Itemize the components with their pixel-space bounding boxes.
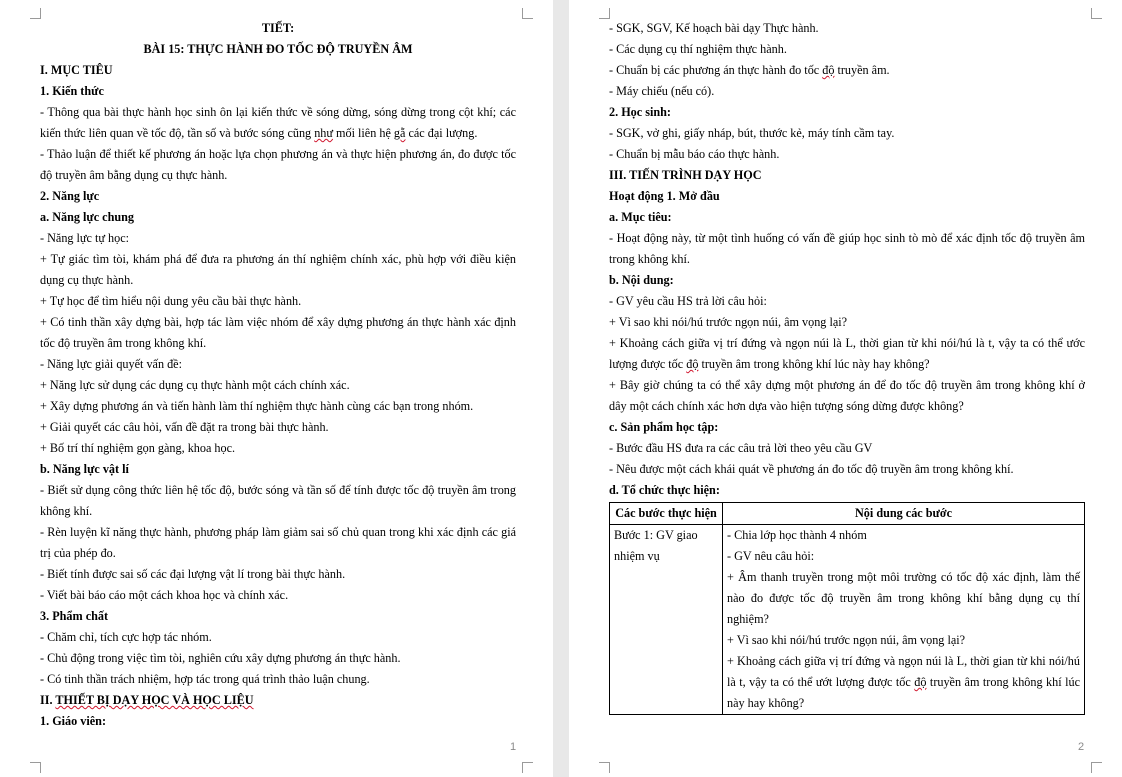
steps-table <box>609 502 1085 715</box>
subsection-heading: b. Nội dung: <box>609 273 674 287</box>
subsection-heading: a. Mục tiêu: <box>609 210 672 224</box>
margin-corner-mark <box>522 8 533 19</box>
paragraph: - Năng lực tự học: <box>40 231 130 245</box>
paragraph: - Các dụng cụ thí nghiệm thực hành. <box>609 42 787 56</box>
spellcheck-underline: THIẾT BỊ DẠY HỌC VÀ HỌC LIỆU <box>55 693 254 707</box>
subsection-heading: a. Năng lực chung <box>40 210 134 224</box>
paragraph: - Năng lực giải quyết vấn đề: <box>40 357 182 371</box>
subsection-heading: 1. Giáo viên: <box>40 714 107 728</box>
margin-corner-mark <box>1091 8 1102 19</box>
cell-line: + Vì sao khi nói/hú trước ngọn núi, âm vọng lại? <box>727 633 966 647</box>
paragraph: - Thảo luận để thiết kế phương án hoặc lựa chọn phương án và thực hiện phương án, đo được tốc độ truyền âm bằng dụng cụ thực hành. <box>40 147 516 182</box>
spellcheck-underline: gẵ <box>393 126 406 140</box>
paragraph: + Giải quyết các câu hỏi, vấn đề đặt ra trong bài thực hành. <box>40 420 329 434</box>
paragraph: - Chăm chỉ, tích cực hợp tác nhóm. <box>40 630 212 644</box>
section-heading: II. THIẾT BỊ DẠY HỌC VÀ HỌC LIỆU <box>40 693 254 707</box>
table-cell: Bước 1: GV giao nhiệm vụ <box>610 525 723 715</box>
cell-line: - GV nêu câu hỏi: <box>727 549 815 563</box>
paragraph: + Năng lực sử dụng các dụng cụ thực hành một cách chính xác. <box>40 378 350 392</box>
section-heading: III. TIẾN TRÌNH DẠY HỌC <box>609 168 762 182</box>
paragraph: - Thông qua bài thực hành học sinh ôn lại kiến thức về sóng dừng, sóng dừng trong cột khí; các kiến thức liên quan về tốc độ, tần số và bước sóng cũng như mối liên hệ gẵ các đại lượng. <box>40 105 516 140</box>
subsection-heading: d. Tổ chức thực hiện: <box>609 483 720 497</box>
document-page-1 <box>0 0 553 777</box>
paragraph: + Tự giác tìm tòi, khám phá để đưa ra phương án thí nghiệm chính xác, phù hợp với điều kiện dụng cụ thực hành. <box>40 252 516 287</box>
spellcheck-underline: độ <box>914 675 927 689</box>
paragraph: - GV yêu cầu HS trả lời câu hỏi: <box>609 294 767 308</box>
paragraph: - Nêu được một cách khái quát về phương án đo tốc độ truyền âm trong không khí. <box>609 462 1014 476</box>
paragraph: - Rèn luyện kĩ năng thực hành, phương pháp làm giảm sai số chủ quan trong khi xác định các giá trị của phép đo. <box>40 525 516 560</box>
section-heading: I. MỤC TIÊU <box>40 63 113 77</box>
paragraph: - Bước đầu HS đưa ra các câu trả lời theo yêu cầu GV <box>609 441 873 455</box>
table-header-cell: Nội dung các bước <box>723 503 1085 525</box>
subsection-heading: c. Sản phẩm học tập: <box>609 420 719 434</box>
paragraph: - SGK, SGV, Kế hoạch bài dạy Thực hành. <box>609 21 819 35</box>
subsection-heading: b. Năng lực vật lí <box>40 462 129 476</box>
paragraph: - SGK, vở ghi, giấy nháp, bút, thước kẻ, máy tính cầm tay. <box>609 126 895 140</box>
paragraph: - Biết sử dụng công thức liên hệ tốc độ, bước sóng và tần số để tính được tốc độ truyền âm trong không khí. <box>40 483 516 518</box>
paragraph: + Tự học để tìm hiểu nội dung yêu cầu bài thực hành. <box>40 294 302 308</box>
paragraph: - Biết tính được sai số các đại lượng vật lí trong bài thực hành. <box>40 567 346 581</box>
subsection-heading: 2. Năng lực <box>40 189 100 203</box>
paragraph: + Bây giờ chúng ta có thể xây dựng một phương án để đo tốc độ truyền âm trong không khí ở dây một cách chính xác hơn dựa vào hiện tượng sóng dừng được không? <box>609 378 1085 413</box>
cell-line: - Chia lớp học thành 4 nhóm <box>727 528 867 542</box>
paragraph: + Vì sao khi nói/hú trước ngọn núi, âm vọng lại? <box>609 315 848 329</box>
paragraph: - Có tinh thần trách nhiệm, hợp tác trong quá trình thảo luận chung. <box>40 672 370 686</box>
document-page-2 <box>569 0 1122 777</box>
activity-heading: Hoạt động 1. Mở đầu <box>609 189 720 203</box>
margin-corner-mark <box>599 762 610 773</box>
paragraph: - Chuẩn bị mẫu báo cáo thực hành. <box>609 147 780 161</box>
page-number: 1 <box>510 741 517 753</box>
table-header-cell: Các bước thực hiện <box>610 503 723 525</box>
paragraph: - Chuẩn bị các phương án thực hành đo tốc độ truyền âm. <box>609 63 890 77</box>
lesson-subtitle: BÀI 15: THỰC HÀNH ĐO TỐC ĐỘ TRUYỀN ÂM <box>143 42 413 56</box>
subsection-heading: 3. Phẩm chất <box>40 609 109 623</box>
subsection-heading: 2. Học sinh: <box>609 105 671 119</box>
spellcheck-underline: độ <box>822 63 835 77</box>
margin-corner-mark <box>1091 762 1102 773</box>
cell-line: + Khoảng cách giữa vị trí đứng và ngọn núi là L, thời gian từ khi nói/hú là t, vậy ta có thể ướt lượng được tốc độ truyền âm trong không khí lúc này hay không? <box>727 654 1080 710</box>
page-2-body[interactable] <box>609 18 1085 715</box>
paragraph: - Máy chiếu (nếu có). <box>609 84 715 98</box>
margin-corner-mark <box>522 762 533 773</box>
cell-line: + Âm thanh truyền trong một môi trường có tốc độ xác định, làm thế nào đo được tốc độ truyền âm trong không khí bằng dụng cụ thí nghiệm? <box>727 570 1080 626</box>
lesson-title: TIẾT: <box>261 21 295 35</box>
paragraph: + Có tinh thần xây dựng bài, hợp tác làm việc nhóm để xây dựng phương án thực hành xác định tốc độ truyền âm trong không khí. <box>40 315 516 350</box>
paragraph: + Xây dựng phương án và tiến hành làm thí nghiệm thực hành cùng các bạn trong nhóm. <box>40 399 474 413</box>
spellcheck-underline: độ <box>686 357 699 371</box>
subsection-heading: 1. Kiến thức <box>40 84 104 98</box>
table-header-row <box>610 503 1085 525</box>
page-number: 2 <box>1078 741 1085 753</box>
spellcheck-underline: như <box>314 126 333 140</box>
page-1-body[interactable] <box>40 18 516 732</box>
table-cell <box>723 525 1085 715</box>
margin-corner-mark <box>30 762 41 773</box>
paragraph: + Bố trí thí nghiệm gọn gàng, khoa học. <box>40 441 236 455</box>
table-row <box>610 525 1085 715</box>
paragraph: - Viết bài báo cáo một cách khoa học và chính xác. <box>40 588 289 602</box>
paragraph: + Khoảng cách giữa vị trí đứng và ngọn núi là L, thời gian từ khi nói/hú là t, vậy ta có thể ước lượng được tốc độ truyền âm trong không khí lúc này hay không? <box>609 336 1085 371</box>
paragraph: - Hoạt động này, từ một tình huống có vấn đề giúp học sinh tò mò để xác định tốc độ truyền âm trong không khí. <box>609 231 1085 266</box>
paragraph: - Chủ động trong việc tìm tòi, nghiên cứu xây dựng phương án thực hành. <box>40 651 401 665</box>
